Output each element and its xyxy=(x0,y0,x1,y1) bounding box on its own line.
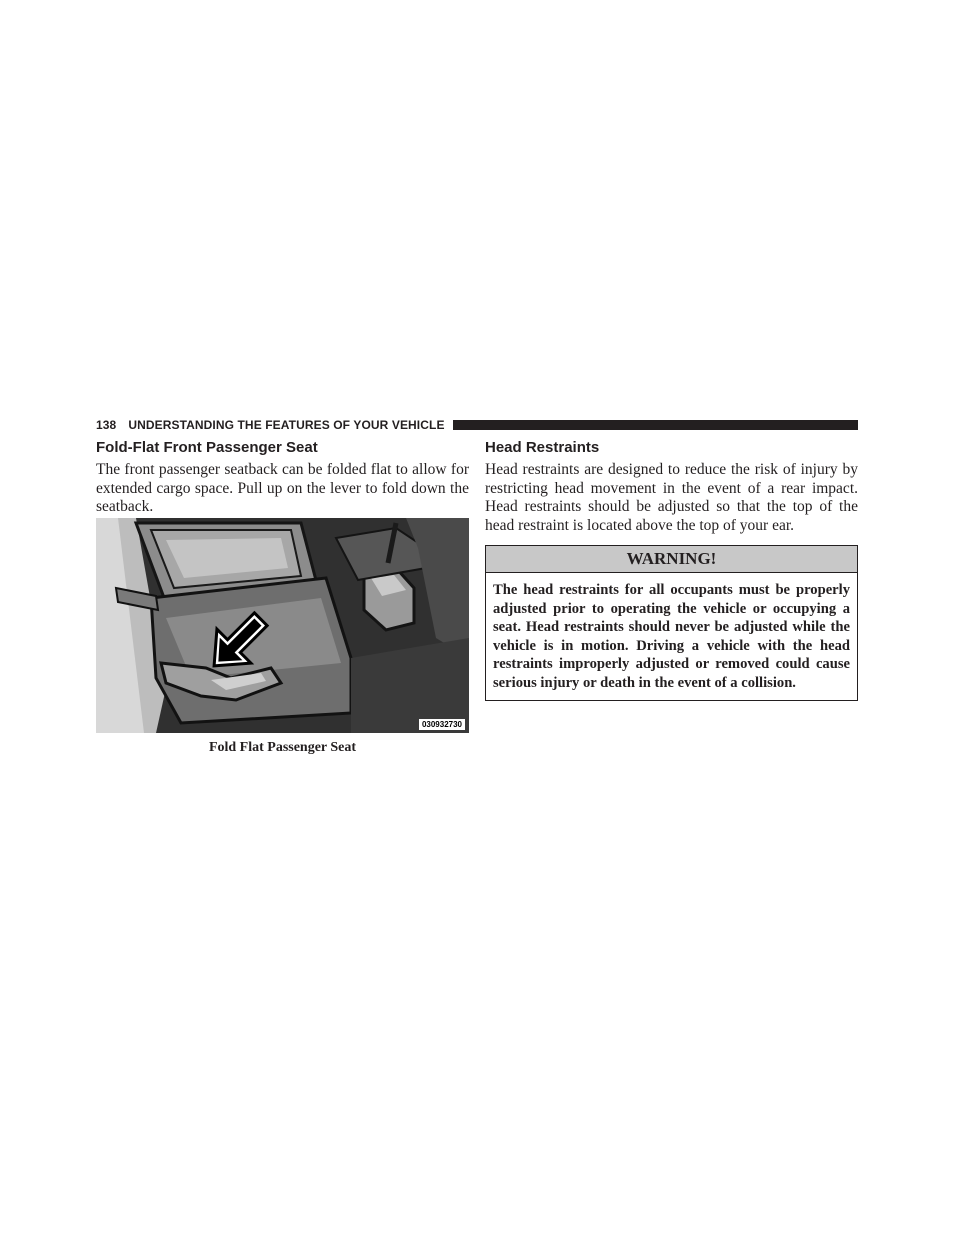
seat-illustration xyxy=(96,518,469,733)
head-restraints-heading: Head Restraints xyxy=(485,439,600,456)
seat-figure xyxy=(96,518,469,733)
warning-title: WARNING! xyxy=(486,546,857,573)
section-title: UNDERSTANDING THE FEATURES OF YOUR VEHICLE xyxy=(128,418,445,432)
header-rule xyxy=(453,420,858,430)
head-restraints-paragraph: Head restraints are designed to reduce the risk of injury by restricting head movement in the event of a rear impact. Head restraints should be adjusted so that the top of the head restraint is located above the top of your ear. xyxy=(485,461,858,535)
figure-id-label: 030932730 xyxy=(419,719,465,730)
page-number: 138 xyxy=(96,418,117,432)
left-column xyxy=(96,438,469,517)
warning-box xyxy=(485,545,858,701)
running-header xyxy=(96,417,858,433)
warning-text: The head restraints for all occupants must be properly adjusted prior to operating the vehicle or occupying a seat. Head restraints should never be adjusted while the vehicle is in motion. Driving a vehicle with the head restraints improperly adjusted or removed could cause serious injury or death in the event of a collision. xyxy=(493,582,850,691)
figure-caption: Fold Flat Passenger Seat xyxy=(208,740,357,755)
fold-flat-paragraph: The front passenger seatback can be folded flat to allow for extended cargo space. Pull up on the lever to fold down the seatback. xyxy=(96,461,469,516)
fold-flat-heading: Fold-Flat Front Passenger Seat xyxy=(96,439,318,456)
right-column xyxy=(485,438,858,536)
